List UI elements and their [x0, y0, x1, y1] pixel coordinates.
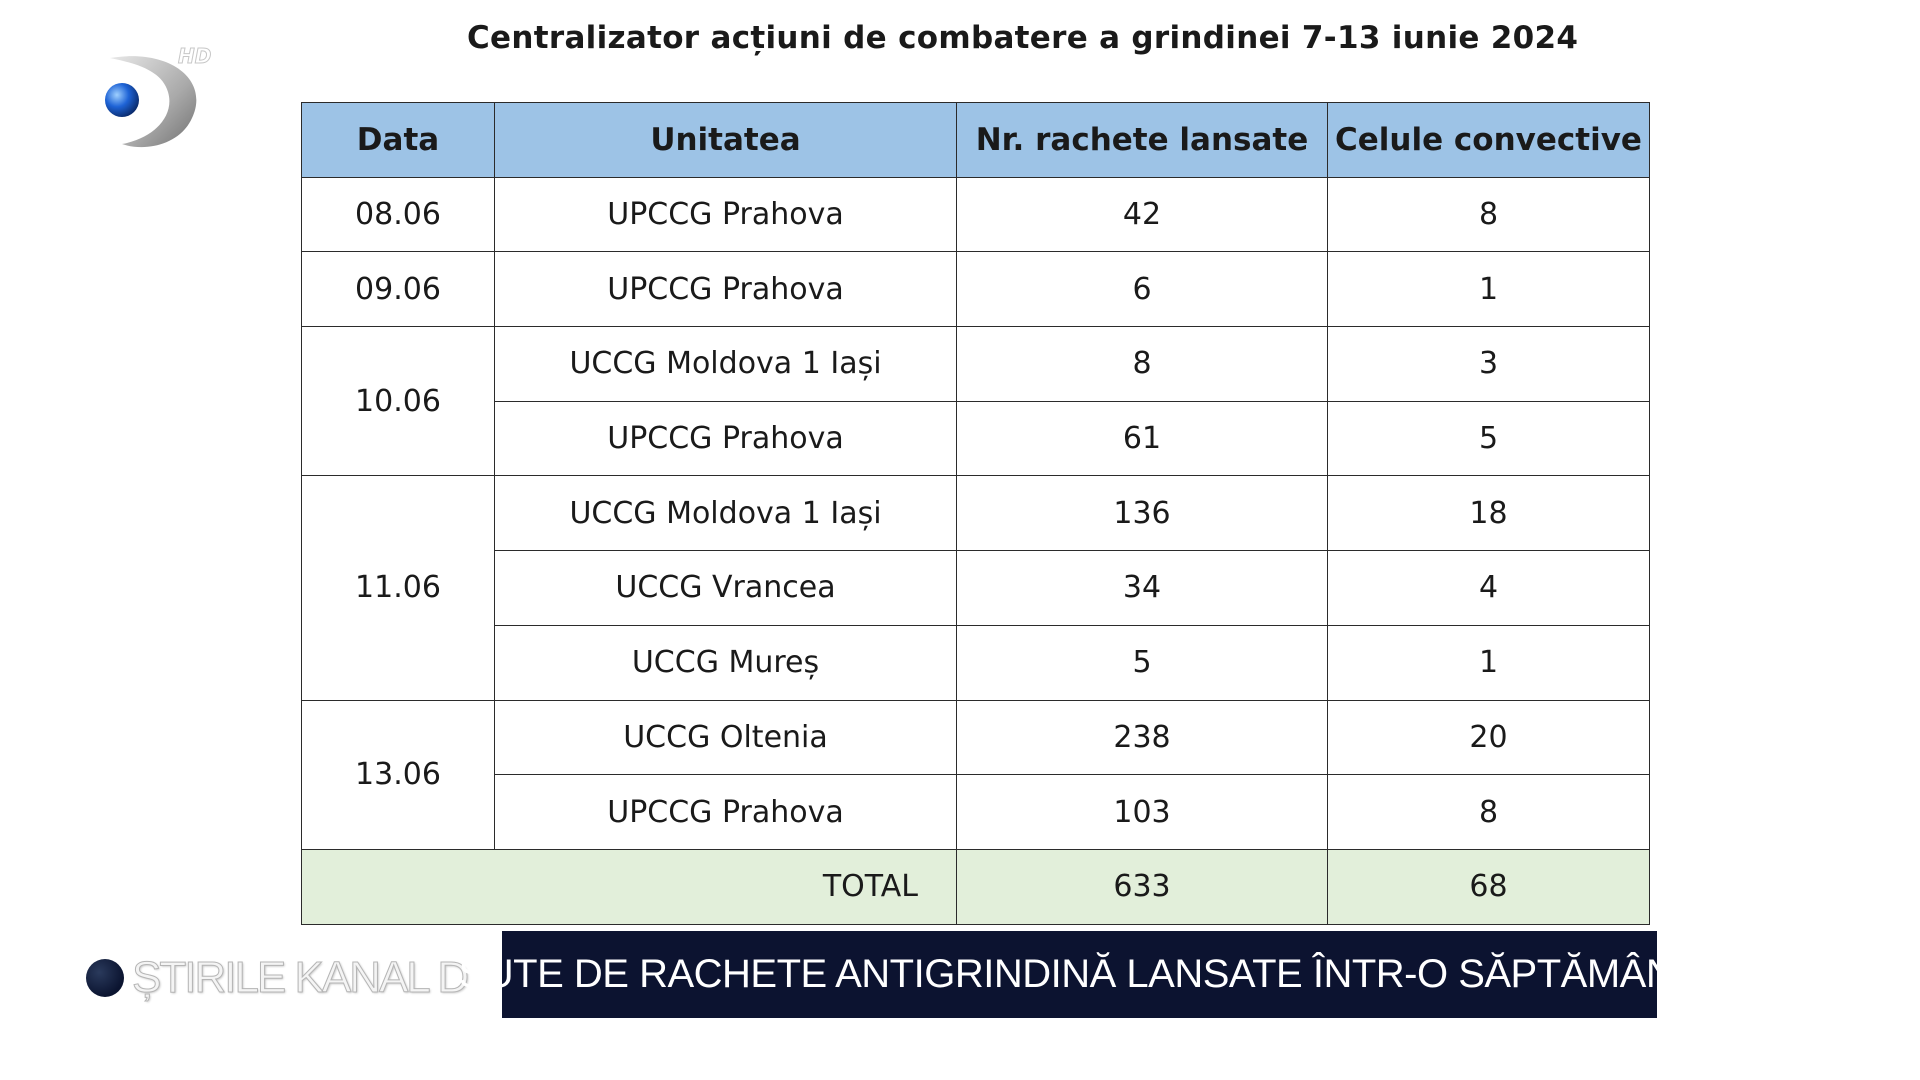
table-row: [302, 401, 1650, 476]
headline-text: SUTE DE RACHETE ANTIGRINDINĂ LANSATE ÎNTR-O SĂPTĂMÂNĂ: [458, 952, 1701, 996]
table-row: [302, 177, 1650, 252]
column-header-rockets: Nr. rachete lansate: [957, 103, 1328, 178]
column-header-cells: Celule convective: [1328, 103, 1650, 178]
total-row: [302, 849, 1650, 924]
cells-cell: 1: [1328, 625, 1650, 700]
cells-cell: 4: [1328, 551, 1650, 626]
hd-badge: HD: [178, 44, 212, 68]
rockets-cell: 5: [957, 625, 1328, 700]
cells-cell: 5: [1328, 401, 1650, 476]
unit-cell: UPCCG Prahova: [495, 177, 957, 252]
cells-cell: 8: [1328, 177, 1650, 252]
table-row: [302, 327, 1650, 402]
rockets-cell: 42: [957, 177, 1328, 252]
unit-cell: UCCG Oltenia: [495, 700, 957, 775]
date-cell: 11.06: [302, 476, 495, 700]
rockets-cell: 136: [957, 476, 1328, 551]
column-header-date: Data: [302, 103, 495, 178]
unit-cell: UCCG Vrancea: [495, 551, 957, 626]
total-label: TOTAL: [302, 849, 957, 924]
cells-cell: 3: [1328, 327, 1650, 402]
cells-cell: 20: [1328, 700, 1650, 775]
rockets-cell: 8: [957, 327, 1328, 402]
unit-cell: UPCCG Prahova: [495, 252, 957, 327]
unit-cell: UPCCG Prahova: [495, 401, 957, 476]
rockets-cell: 6: [957, 252, 1328, 327]
date-cell: 08.06: [302, 177, 495, 252]
unit-cell: UCCG Moldova 1 Iași: [495, 476, 957, 551]
unit-cell: UPCCG Prahova: [495, 775, 957, 850]
rockets-cell: 238: [957, 700, 1328, 775]
table-row: [302, 775, 1650, 850]
rockets-cell: 61: [957, 401, 1328, 476]
cells-cell: 1: [1328, 252, 1650, 327]
headline-banner: [458, 931, 1701, 1018]
cells-cell: 8: [1328, 775, 1650, 850]
table-header-row: [302, 103, 1650, 178]
date-cell: 09.06: [302, 252, 495, 327]
date-cell: 13.06: [302, 700, 495, 849]
table-row: [302, 551, 1650, 626]
unit-cell: UCCG Moldova 1 Iași: [495, 327, 957, 402]
table-row: [302, 476, 1650, 551]
total-rockets: 633: [957, 849, 1328, 924]
total-cells: 68: [1328, 849, 1650, 924]
hail-actions-table: [301, 102, 1650, 925]
date-cell: 10.06: [302, 327, 495, 476]
cells-cell: 18: [1328, 476, 1650, 551]
table-row: [302, 700, 1650, 775]
unit-cell: UCCG Mureș: [495, 625, 957, 700]
table-row: [302, 625, 1650, 700]
brand-label: ȘTIRILE KANAL D: [132, 953, 468, 1002]
brand-dot-icon: [86, 959, 124, 997]
table-row: [302, 252, 1650, 327]
rockets-cell: 103: [957, 775, 1328, 850]
column-header-unit: Unitatea: [495, 103, 957, 178]
news-brand: [86, 950, 467, 1006]
page-title: Centralizator acțiuni de combatere a grindinei 7-13 iunie 2024: [467, 20, 1579, 56]
rockets-cell: 34: [957, 551, 1328, 626]
